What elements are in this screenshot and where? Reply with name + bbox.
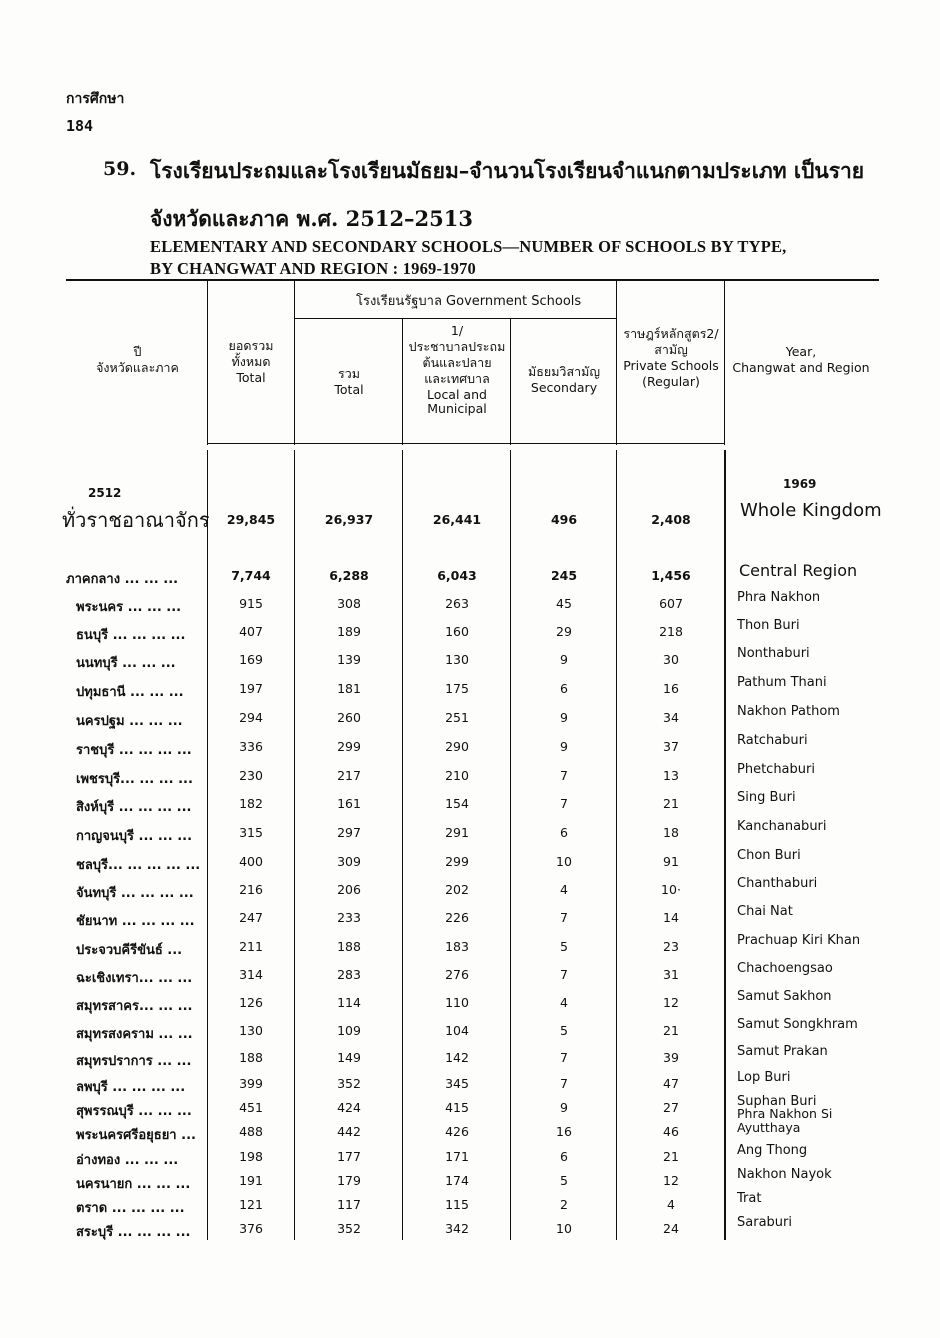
cell-private: 4 <box>667 1197 675 1212</box>
cell-gov-total: 352 <box>337 1221 361 1236</box>
changwat-thai: ชลบุรี... ... ... ... ... <box>76 858 201 873</box>
cell-local: 290 <box>445 739 469 754</box>
changwat-thai: สุพรรณบุรี ... ... ... <box>76 1104 192 1119</box>
changwat-english: Phra Nakhon <box>737 590 821 605</box>
table-top-rule <box>66 279 879 281</box>
changwat-english: Kanchanaburi <box>737 819 827 834</box>
cell-total: 915 <box>239 596 263 611</box>
table-row <box>0 878 940 904</box>
cell-private: 37 <box>663 739 679 754</box>
cell-private: 91 <box>663 854 679 869</box>
cell-gov-total: 442 <box>337 1124 361 1139</box>
cell-secondary: 7 <box>560 1050 568 1065</box>
changwat-english: Saraburi <box>737 1215 792 1230</box>
year-english: 1969 <box>783 477 817 491</box>
cell-secondary: 4 <box>560 882 568 897</box>
cell-secondary: 5 <box>560 939 568 954</box>
table-row <box>0 1217 940 1243</box>
title-thai-line1: โรงเรียนประถมและโรงเรียนมัธยม–จำนวนโรงเรียนจำแนกตามประเภท เป็นราย <box>150 158 865 183</box>
changwat-thai: ปทุมธานี ... ... ... <box>76 685 184 700</box>
cell-local: 115 <box>445 1197 469 1212</box>
table-row <box>0 592 940 618</box>
region-row <box>0 561 940 590</box>
changwat-english: Thon Buri <box>737 618 800 633</box>
cell-local: 202 <box>445 882 469 897</box>
cell-secondary: 5 <box>560 1173 568 1188</box>
cell-local: 251 <box>445 710 469 725</box>
changwat-english: Nonthaburi <box>737 646 810 661</box>
cell-gov-total: 109 <box>337 1023 361 1038</box>
cell-local: 415 <box>445 1100 469 1115</box>
cell-local: 263 <box>445 596 469 611</box>
cell-local: 291 <box>445 825 469 840</box>
cell-private: 30 <box>663 652 679 667</box>
changwat-english: Ratchaburi <box>737 733 808 748</box>
cell-secondary: 4 <box>560 995 568 1010</box>
title-english-line2: BY CHANGWAT AND REGION : 1969-1970 <box>150 259 476 278</box>
cell-total: 126 <box>239 995 263 1010</box>
cell-secondary: 10 <box>556 1221 572 1236</box>
cell-total: 211 <box>239 939 263 954</box>
kingdom-gov-total: 26,937 <box>324 512 374 527</box>
cell-gov-total: 297 <box>337 825 361 840</box>
changwat-thai: กาญจนบุรี ... ... ... <box>76 829 193 844</box>
cell-total: 399 <box>239 1076 263 1091</box>
cell-private: 1,456 <box>651 568 691 583</box>
cell-private: 12 <box>663 1173 679 1188</box>
col-divider <box>402 318 403 445</box>
header-year-thai: ปี จังหวัดและภาค <box>96 344 179 375</box>
cell-local: 210 <box>445 768 469 783</box>
changwat-english: Pathum Thani <box>737 675 827 690</box>
cell-local: 130 <box>445 652 469 667</box>
cell-gov-total: 217 <box>337 768 361 783</box>
header-secondary: มัธยมวิสามัญ Secondary <box>528 364 600 395</box>
cell-private: 34 <box>663 710 679 725</box>
cell-secondary: 6 <box>560 825 568 840</box>
header-local-municipal: 1/ ประชาบาลประถม ต้นและปลาย และเทศบาล Local and Municipal <box>408 323 506 416</box>
cell-total: 121 <box>239 1197 263 1212</box>
section-label: การศึกษา <box>66 91 125 107</box>
changwat-english: Sing Buri <box>737 790 796 805</box>
cell-local: 175 <box>445 681 469 696</box>
cell-total: 247 <box>239 910 263 925</box>
changwat-english: Nakhon Pathom <box>737 704 840 719</box>
changwat-thai: ธนบุรี ... ... ... ... <box>76 628 186 643</box>
cell-local: 154 <box>445 796 469 811</box>
cell-gov-total: 177 <box>337 1149 361 1164</box>
cell-private: 39 <box>663 1050 679 1065</box>
cell-local: 142 <box>445 1050 469 1065</box>
changwat-english: Nakhon Nayok <box>737 1167 832 1182</box>
cell-local: 171 <box>445 1149 469 1164</box>
cell-gov-total: 206 <box>337 882 361 897</box>
cell-total: 182 <box>239 796 263 811</box>
col-divider <box>294 281 295 445</box>
cell-local: 183 <box>445 939 469 954</box>
cell-local: 6,043 <box>437 568 477 583</box>
table-row <box>0 906 940 932</box>
changwat-english: Chon Buri <box>737 848 801 863</box>
changwat-thai: ฉะเชิงเทรา... ... ... <box>76 971 193 986</box>
table-row <box>0 792 940 818</box>
cell-private: 21 <box>663 1149 679 1164</box>
changwat-english: Phetchaburi <box>737 762 815 777</box>
cell-gov-total: 181 <box>337 681 361 696</box>
cell-secondary: 7 <box>560 768 568 783</box>
cell-secondary: 9 <box>560 1100 568 1115</box>
col-divider <box>510 318 511 445</box>
cell-total: 407 <box>239 624 263 639</box>
cell-total: 216 <box>239 882 263 897</box>
header-year-english: Year, Changwat and Region <box>732 344 870 375</box>
cell-private: 12 <box>663 995 679 1010</box>
kingdom-secondary: 496 <box>550 512 578 527</box>
cell-total: 376 <box>239 1221 263 1236</box>
table-row <box>0 821 940 847</box>
cell-total: 169 <box>239 652 263 667</box>
table-row <box>0 1019 940 1045</box>
cell-secondary: 10 <box>556 854 572 869</box>
changwat-thai: ชัยนาท ... ... ... ... <box>76 914 195 929</box>
year-thai: 2512 <box>88 486 122 500</box>
cell-total: 336 <box>239 739 263 754</box>
table-row <box>0 1046 940 1072</box>
table-row <box>0 850 940 876</box>
table-row <box>0 991 940 1017</box>
cell-gov-total: 308 <box>337 596 361 611</box>
changwat-thai: ภาคกลาง ... ... ... <box>66 572 179 587</box>
changwat-english: Trat <box>737 1191 762 1206</box>
cell-gov-total: 352 <box>337 1076 361 1091</box>
changwat-english: Chanthaburi <box>737 876 818 891</box>
cell-total: 130 <box>239 1023 263 1038</box>
title-thai-line2: จังหวัดและภาค พ.ศ. 2512–2513 <box>150 206 474 231</box>
kingdom-total: 29,845 <box>226 512 276 527</box>
changwat-english: Suphan Buri <box>737 1094 817 1109</box>
cell-local: 174 <box>445 1173 469 1188</box>
cell-local: 226 <box>445 910 469 925</box>
cell-private: 24 <box>663 1221 679 1236</box>
table-row <box>0 706 940 732</box>
title-english-line1: ELEMENTARY AND SECONDARY SCHOOLS—NUMBER OF SCHOOLS BY TYPE, <box>150 237 787 256</box>
changwat-thai: สมุทรปราการ ... ... <box>76 1054 192 1069</box>
cell-private: 47 <box>663 1076 679 1091</box>
changwat-thai: สิงห์บุรี ... ... ... ... <box>76 800 192 815</box>
changwat-thai: นนทบุรี ... ... ... <box>76 656 176 671</box>
header-gov-total: รวม Total <box>334 366 364 397</box>
cell-gov-total: 161 <box>337 796 361 811</box>
kingdom-thai: ทั่วราชอาณาจักร <box>62 508 210 532</box>
changwat-english: Phra Nakhon Si Ayutthaya <box>737 1106 833 1135</box>
col-divider <box>724 281 725 445</box>
changwat-thai: อ่างทอง ... ... ... <box>76 1153 179 1168</box>
cell-gov-total: 233 <box>337 910 361 925</box>
cell-local: 110 <box>445 995 469 1010</box>
changwat-english: Samut Prakan <box>737 1044 828 1059</box>
cell-secondary: 9 <box>560 710 568 725</box>
header-total: ยอดรวม ทั้งหมด Total <box>228 338 274 385</box>
cell-gov-total: 309 <box>337 854 361 869</box>
cell-total: 188 <box>239 1050 263 1065</box>
changwat-english: Prachuap Kiri Khan <box>737 933 861 948</box>
changwat-thai: สระบุรี ... ... ... ... <box>76 1225 191 1240</box>
cell-total: 451 <box>239 1100 263 1115</box>
cell-secondary: 2 <box>560 1197 568 1212</box>
cell-total: 198 <box>239 1149 263 1164</box>
changwat-thai: ลพบุรี ... ... ... ... <box>76 1080 186 1095</box>
cell-total: 197 <box>239 681 263 696</box>
col-divider <box>616 281 617 445</box>
cell-gov-total: 424 <box>337 1100 361 1115</box>
page-number: 184 <box>66 117 94 135</box>
cell-local: 342 <box>445 1221 469 1236</box>
changwat-english: Chachoengsao <box>737 961 833 976</box>
changwat-thai: ตราด ... ... ... ... <box>76 1201 185 1216</box>
cell-gov-total: 283 <box>337 967 361 982</box>
changwat-thai: ราชบุรี ... ... ... ... <box>76 743 192 758</box>
cell-total: 315 <box>239 825 263 840</box>
cell-total: 488 <box>239 1124 263 1139</box>
cell-private: 27 <box>663 1100 679 1115</box>
cell-secondary: 7 <box>560 910 568 925</box>
cell-gov-total: 299 <box>337 739 361 754</box>
changwat-thai: เพชรบุรี... ... ... ... <box>76 772 193 787</box>
changwat-english: Lop Buri <box>737 1070 791 1085</box>
cell-secondary: 9 <box>560 739 568 754</box>
cell-secondary: 29 <box>556 624 572 639</box>
cell-private: 23 <box>663 939 679 954</box>
cell-local: 345 <box>445 1076 469 1091</box>
cell-total: 230 <box>239 768 263 783</box>
cell-private: 18 <box>663 825 679 840</box>
cell-secondary: 6 <box>560 1149 568 1164</box>
changwat-english: Central Region <box>739 561 858 580</box>
cell-secondary: 5 <box>560 1023 568 1038</box>
cell-local: 276 <box>445 967 469 982</box>
changwat-thai: สมุทรสาคร... ... ... <box>76 999 193 1014</box>
header-bottom-rule <box>208 443 725 444</box>
cell-secondary: 7 <box>560 967 568 982</box>
cell-gov-total: 189 <box>337 624 361 639</box>
kingdom-private: 2,408 <box>651 512 691 527</box>
cell-local: 104 <box>445 1023 469 1038</box>
changwat-english: Chai Nat <box>737 904 793 919</box>
changwat-thai: ประจวบคีรีขันธ์ ... <box>76 943 183 958</box>
cell-private: 16 <box>663 681 679 696</box>
cell-total: 191 <box>239 1173 263 1188</box>
table-row <box>0 620 940 646</box>
cell-local: 426 <box>445 1124 469 1139</box>
cell-private: 31 <box>663 967 679 982</box>
cell-gov-total: 114 <box>337 995 361 1010</box>
cell-local: 160 <box>445 624 469 639</box>
table-row <box>0 935 940 961</box>
kingdom-english: Whole Kingdom <box>740 500 882 521</box>
changwat-thai: พระนคร ... ... ... <box>76 600 182 615</box>
cell-private: 13 <box>663 768 679 783</box>
cell-gov-total: 260 <box>337 710 361 725</box>
cell-secondary: 16 <box>556 1124 572 1139</box>
changwat-english: Ang Thong <box>737 1143 808 1158</box>
cell-secondary: 9 <box>560 652 568 667</box>
changwat-english: Samut Sakhon <box>737 989 832 1004</box>
cell-gov-total: 179 <box>337 1173 361 1188</box>
cell-private: 14 <box>663 910 679 925</box>
table-number: 59. <box>103 158 137 180</box>
changwat-english: Samut Songkhram <box>737 1017 858 1032</box>
cell-gov-total: 188 <box>337 939 361 954</box>
cell-secondary: 7 <box>560 796 568 811</box>
changwat-thai: พระนครศรีอยุธยา ... <box>76 1128 196 1143</box>
changwat-thai: สมุทรสงคราม ... ... <box>76 1027 193 1042</box>
table-row <box>0 735 940 761</box>
changwat-thai: จันทบุรี ... ... ... ... <box>76 886 194 901</box>
cell-total: 400 <box>239 854 263 869</box>
cell-gov-total: 117 <box>337 1197 361 1212</box>
changwat-thai: นครปฐม ... ... ... <box>76 714 183 729</box>
cell-private: 46 <box>663 1124 679 1139</box>
header-government-schools: โรงเรียนรัฐบาล Government Schools <box>356 294 582 309</box>
cell-local: 299 <box>445 854 469 869</box>
cell-gov-total: 139 <box>337 652 361 667</box>
cell-secondary: 45 <box>556 596 572 611</box>
cell-total: 294 <box>239 710 263 725</box>
kingdom-local: 26,441 <box>432 512 482 527</box>
cell-secondary: 7 <box>560 1076 568 1091</box>
table-row <box>0 677 940 703</box>
cell-private: 607 <box>659 596 683 611</box>
table-row <box>0 764 940 790</box>
cell-private: 218 <box>659 624 683 639</box>
cell-private: 21 <box>663 1023 679 1038</box>
cell-gov-total: 6,288 <box>329 568 369 583</box>
cell-private: 10· <box>661 882 681 897</box>
cell-total: 314 <box>239 967 263 982</box>
table-row <box>0 648 940 674</box>
gov-group-rule <box>295 318 616 319</box>
cell-secondary: 6 <box>560 681 568 696</box>
table-row <box>0 963 940 989</box>
cell-gov-total: 149 <box>337 1050 361 1065</box>
cell-secondary: 245 <box>550 568 578 583</box>
cell-private: 21 <box>663 796 679 811</box>
cell-total: 7,744 <box>231 568 271 583</box>
header-private-schools: ราษฎร์หลักสูตร2/ สามัญ Private Schools (Regular) <box>623 326 719 389</box>
changwat-thai: นครนายก ... ... ... <box>76 1177 191 1192</box>
